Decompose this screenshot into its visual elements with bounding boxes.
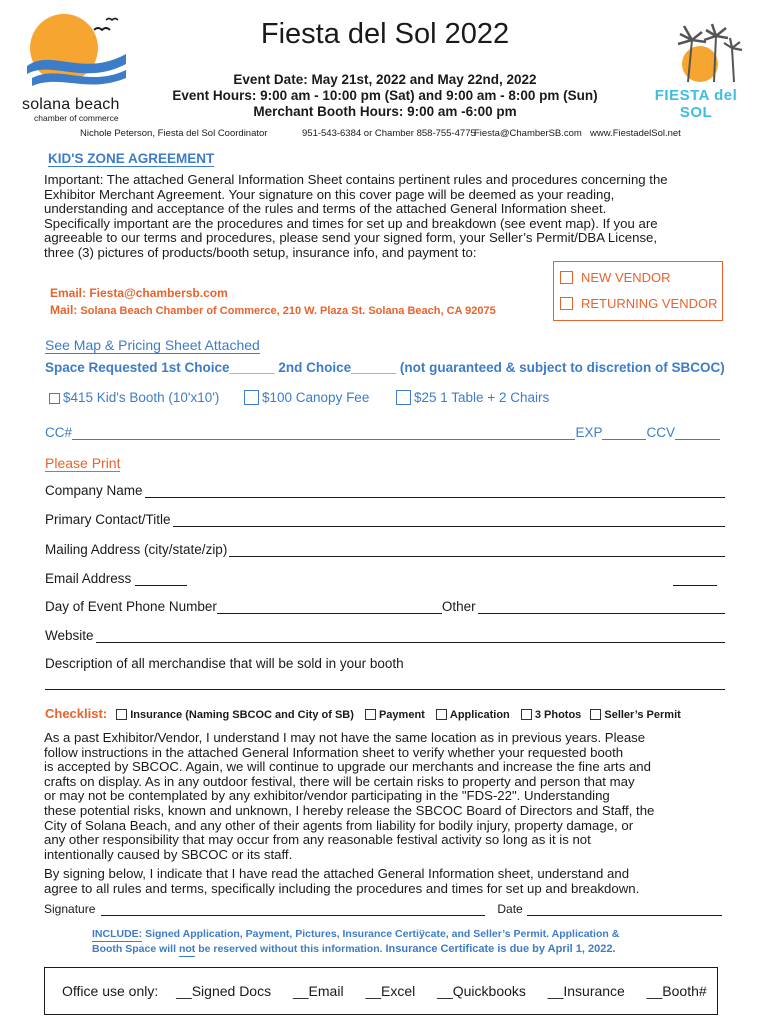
include-text2d: Insurance Certificate is due by April 1, 2022.: [385, 943, 616, 955]
map-link[interactable]: [45, 337, 260, 354]
checklist-item-label: Application: [449, 709, 510, 721]
new-vendor-label: NEW VENDOR: [581, 270, 671, 285]
contact-email[interactable]: Fiesta@ChamberSB.com: [474, 128, 582, 139]
website-label: Website: [45, 628, 94, 643]
phone-field[interactable]: [217, 601, 442, 614]
mail-address: Solana Beach Chamber of Commerce, 210 W. Plaza St. Solana Beach, CA 92075: [80, 305, 496, 317]
signing-line: agree to all rules and terms, specifically including the procedures and times for set up and breakdown.: [44, 880, 640, 896]
checkbox-icon[interactable]: [116, 709, 127, 720]
company-field[interactable]: [145, 485, 725, 498]
company-row: [45, 483, 725, 498]
space-requested: Space Requested 1st Choice______ 2nd Choice______ (not guaranteed & subject to discretion of SBCOC): [45, 360, 725, 375]
phone-row: [45, 599, 725, 614]
release-line: these potential risks, known and unknown, I hereby release the SBCOC Board of Directors and Staff, the: [44, 802, 655, 818]
office-item: __Booth#: [646, 983, 707, 999]
table-option[interactable]: [396, 390, 549, 405]
cc-field[interactable]: [72, 426, 575, 440]
include-text2b: not: [178, 943, 196, 955]
logo-line2: chamber of commerce: [34, 113, 119, 123]
office-item: __Signed Docs: [176, 983, 272, 999]
exp-label: EXP: [575, 425, 603, 440]
mail-label: Mail:: [50, 303, 78, 317]
agreement-heading: [48, 151, 214, 167]
event-hours: Event Hours: 9:00 am - 10:00 pm (Sat) and 9:00 am - 8:00 pm (Sun): [172, 88, 598, 103]
office-item: __Excel: [365, 983, 416, 999]
company-label: Company Name: [45, 483, 143, 498]
vendor-type-box: [553, 261, 723, 321]
agreement-line: three (3) pictures of products/booth setup, insurance info, and payment to:: [44, 244, 477, 260]
office-use-box: [44, 967, 718, 1015]
ccv-label: CCV: [646, 425, 675, 440]
release-line: intentionally caused by SBCOC or its staff.: [44, 846, 293, 862]
cc-label: CC#: [45, 425, 73, 440]
signing-text: [44, 867, 724, 896]
other-field[interactable]: [478, 601, 725, 614]
booth-hours: Merchant Booth Hours: 9:00 am -6:00 pm: [253, 104, 517, 119]
kids-booth-label: $415 Kid's Booth (10'x10'): [63, 390, 220, 405]
email-label: Email Address: [45, 571, 132, 586]
checklist-item-application[interactable]: [436, 709, 510, 721]
signature-label: Signature: [44, 902, 96, 916]
returning-vendor-checkbox[interactable]: [560, 297, 573, 310]
checklist-item-photos[interactable]: [521, 709, 581, 721]
primary-contact-label: Primary Contact/Title: [45, 512, 171, 527]
phone-label: Day of Event Phone Number: [45, 599, 217, 614]
send-email: Email: Fiesta@chambersb.com: [50, 286, 228, 300]
include-label: INCLUDE:: [92, 928, 143, 940]
returning-vendor-option[interactable]: [560, 296, 718, 311]
checklist-item-label: Seller’s Permit: [604, 709, 681, 721]
release-line: City of Solana Beach, and any other of their agents from liability for bodily injury, property damage, or: [44, 817, 634, 833]
checklist: [45, 706, 681, 721]
mailing-label: Mailing Address (city/state/zip): [45, 542, 228, 557]
send-mail: [50, 303, 496, 317]
office-item: __Quickbooks: [437, 983, 526, 999]
kids-booth-option[interactable]: [49, 390, 219, 405]
include-text2c: be reserved without this information.: [198, 943, 383, 955]
office-use-row: [62, 983, 707, 999]
checklist-item-insurance[interactable]: [116, 709, 354, 721]
email-field-end[interactable]: [673, 573, 717, 586]
logo-line1: solana beach: [22, 96, 120, 113]
primary-contact-field[interactable]: [173, 514, 725, 527]
signing-line: By signing below, I indicate that I have read the attached General Information sheet, understand and: [44, 866, 630, 881]
checklist-item-label: 3 Photos: [534, 709, 582, 721]
other-label: Other: [441, 599, 476, 614]
website-field[interactable]: [96, 630, 725, 643]
date-label: Date: [497, 902, 523, 916]
cc-row: [45, 425, 720, 440]
email-field[interactable]: [135, 573, 187, 586]
new-vendor-option[interactable]: [560, 270, 671, 285]
fiesta-logo-text: FIESTA del SOL: [654, 87, 738, 121]
contact-row: [45, 512, 725, 527]
checkbox-icon[interactable]: [436, 709, 447, 720]
include-note: [92, 927, 619, 957]
checklist-item-label: Insurance (Naming SBCOC and City of SB): [130, 709, 354, 721]
date-field[interactable]: [527, 903, 722, 916]
new-vendor-checkbox[interactable]: [560, 271, 573, 284]
checklist-item-label: Payment: [378, 709, 425, 721]
ccv-field[interactable]: [675, 426, 720, 440]
email-row: [45, 571, 717, 586]
include-text2a: Booth Space will: [92, 943, 177, 955]
map-link-text: See Map & Pricing Sheet Attached: [45, 337, 260, 353]
table-checkbox[interactable]: [396, 390, 411, 405]
checklist-item-payment[interactable]: [365, 709, 425, 721]
contact-website[interactable]: www.FiestadelSol.net: [590, 128, 681, 139]
agreement-line: Specifically important are the procedures and times for set up and breakdown (see event map). If you are: [44, 215, 658, 231]
canopy-option[interactable]: [244, 390, 369, 405]
agreement-line: Important: The attached General Information Sheet contains pertinent rules and procedures concerning the: [44, 172, 668, 187]
checklist-item-permit[interactable]: [590, 709, 680, 721]
event-date: Event Date: May 21st, 2022 and May 22nd, 2022: [233, 72, 537, 87]
release-line: follow instructions in the attached General Information sheet to verify whether your requested booth: [44, 744, 624, 760]
include-text1: Signed Application, Payment, Pictures, Insurance Certiÿcate, and Seller’s Permit. Application &: [145, 928, 620, 940]
kids-booth-checkbox[interactable]: [49, 393, 60, 404]
release-text: [44, 731, 724, 862]
contact-phones: 951-543-6384 or Chamber 858-755-4775: [302, 128, 476, 139]
description-label: Description of all merchandise that will be sold in your booth: [45, 656, 404, 671]
mailing-field[interactable]: [229, 544, 725, 557]
release-line: is accepted by SBCOC. Again, we will continue to upgrade our merchants and increase the fine arts and: [44, 759, 651, 775]
agreement-body: [44, 173, 724, 261]
release-line: any other responsibility that may occur from any reasonable festival activity so long as it is not: [44, 832, 591, 848]
office-item: __Insurance: [547, 983, 625, 999]
signature-row: [44, 902, 722, 916]
canopy-label: $100 Canopy Fee: [262, 390, 370, 405]
canopy-checkbox[interactable]: [244, 390, 259, 405]
checkbox-icon[interactable]: [590, 709, 601, 720]
agreement-line: agreeable to our terms and procedures, please send your signed form, your Seller’s Permit/DBA License,: [44, 230, 658, 246]
please-print: [45, 455, 120, 471]
office-item: __Email: [292, 983, 344, 999]
website-row: [45, 628, 725, 643]
returning-vendor-label: RETURNING VENDOR: [581, 296, 718, 311]
please-print-text: Please Print: [45, 455, 121, 471]
release-line: As a past Exhibitor/Vendor, I understand I may not have the same location as in previous years. Please: [44, 730, 646, 745]
exp-field[interactable]: [602, 426, 646, 440]
release-line: or may not be contemplated by any exhibitor/vendor participating in the "FDS-22". Understanding: [44, 788, 610, 804]
checklist-label: Checklist:: [45, 706, 108, 721]
mailing-row: [45, 542, 725, 557]
agreement-line: Exhibitor Merchant Agreement. Your signature on this cover page will be deemed as your reading,: [44, 186, 615, 202]
table-label: $25 1 Table + 2 Chairs: [414, 390, 550, 405]
agreement-line: understanding and acceptance of the rules and terms of the attached General Information sheet.: [44, 201, 607, 217]
checkbox-icon[interactable]: [521, 709, 532, 720]
coordinator-name: Nichole Peterson, Fiesta del Sol Coordinator: [80, 128, 268, 139]
page-title: Fiesta del Sol 2022: [260, 18, 510, 50]
agreement-heading-text: KID'S ZONE AGREEMENT: [48, 151, 215, 166]
release-line: crafts on display. As in any outdoor festival, there will be certain risks to property and person that may: [44, 773, 635, 789]
signature-field[interactable]: [101, 903, 485, 916]
description-field[interactable]: [45, 689, 725, 690]
office-use-label: Office use only:: [62, 983, 159, 999]
checkbox-icon[interactable]: [365, 709, 376, 720]
